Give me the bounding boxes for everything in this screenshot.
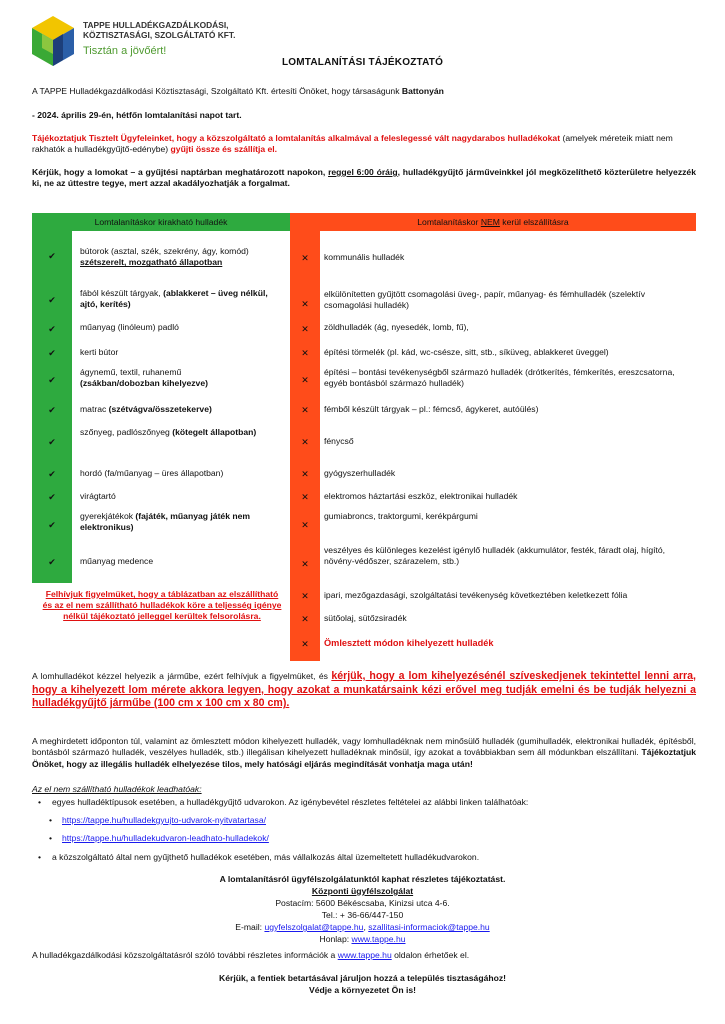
check-icon: ✔ xyxy=(48,469,56,479)
email-link-2[interactable]: szallitasi-informaciok@tappe.hu xyxy=(368,922,490,932)
check-icon: ✔ xyxy=(48,348,56,358)
not-allowed-item: veszélyes és különleges kezelést igénylő hulladék (akkumulátor, festék, fáradt olaj, hígító, növény-védőszer, szárazelem, stb.) xyxy=(324,545,666,567)
company-name: TAPPE HULLADÉKGAZDÁLKODÁSI, KÖZTISZTASÁGI, SZOLGÁLTATÓ KFT. xyxy=(83,20,236,41)
allowed-item: hordó (fa/műanyag – üres állapotban) xyxy=(80,468,224,478)
allowed-item: fából készült tárgyak, (ablakkeret – üveg nélkül, ajtó, kerítés) xyxy=(80,288,268,310)
contact-web: Honlap: www.tappe.hu xyxy=(319,934,406,944)
not-allowed-item: elektromos háztartási eszköz, elektronikai hulladék xyxy=(324,491,518,501)
x-icon: ✕ xyxy=(301,405,309,415)
contact-phone: Tel.: + 36-66/447-150 xyxy=(321,910,404,920)
allowed-item: gyerekjátékok (fajáték, műanyag játék nem elektronikus) xyxy=(80,511,251,533)
allowed-header: Lomtalanításkor kirakható hulladék xyxy=(32,213,290,231)
email-link-1[interactable]: ugyfelszolgalat@tappe.hu xyxy=(264,922,364,932)
x-icon: ✕ xyxy=(301,520,309,530)
check-icon: ✔ xyxy=(48,492,56,502)
closing-line-2: Védje a környezetet Ön is! xyxy=(309,985,416,995)
x-icon: ✕ xyxy=(301,375,309,385)
not-allowed-item: sütőolaj, sütőzsiradék xyxy=(324,613,407,623)
not-allowed-header: Lomtalanításkor NEM kerül elszállításra xyxy=(290,213,696,231)
x-icon: ✕ xyxy=(301,591,309,601)
allowed-item: bútorok (asztal, szék, szekrény, ágy, komód) szétszerelt, mozgatható állapotban xyxy=(80,246,249,268)
not-allowed-item: ipari, mezőgazdasági, szolgáltatási tevékenység következtében keletkezett fólia xyxy=(324,590,628,600)
x-icon: ✕ xyxy=(301,253,309,263)
not-allowed-item: Ömlesztett módon kihelyezett hulladék xyxy=(324,638,494,648)
check-icon: ✔ xyxy=(48,437,56,447)
check-icon: ✔ xyxy=(48,405,56,415)
x-icon: ✕ xyxy=(301,639,309,649)
check-icon: ✔ xyxy=(48,375,56,385)
slogan: Tisztán a jövőért! xyxy=(83,45,167,57)
table-note: Felhívjuk figyelmüket, hogy a táblázatban az elszállítható és az el nem szállítható hulladékok köre a teljesség igénye nélkül tájékoztató jelleggel kerültek felsorolásra. xyxy=(42,589,282,622)
not-allowed-item: építési – bontási tevékenységből származó hulladék (drótkerítés, fémkerítés, ereszcsatorna, egyéb bontásból származó hulladék) xyxy=(324,367,675,389)
not-allowed-item: gyógyszerhulladék xyxy=(324,468,396,478)
x-icon: ✕ xyxy=(301,324,309,334)
check-icon: ✔ xyxy=(48,251,56,261)
allowed-item: műanyag medence xyxy=(80,556,154,566)
check-icon: ✔ xyxy=(48,295,56,305)
not-allowed-item: elkülönítetten gyűjtött csomagolási üveg-, papír, műanyag- és fémhulladék (szelektív csomagolási hulladék) xyxy=(324,289,646,311)
x-icon: ✕ xyxy=(301,559,309,569)
not-allowed-item: gumiabroncs, traktorgumi, kerékpárgumi xyxy=(324,511,478,521)
intro-paragraph-4: Kérjük, hogy a lomokat – a gyűjtési naptárban meghatározott napokon, reggel 6:00 óráig, hulladékgyűjtő járműveinkkel jól megközelíthető közterületre helyezzék ki, ne az úttestre tegye, mert azzal akadályozhatják a forgalmat. xyxy=(32,167,696,189)
illegal-waste-paragraph: A meghirdetett időponton túl, valamint az ömlesztett módon kihelyezett hulladék, vagy lomhulladéknak nem minősülő hulladék (gumihulladék, elektronikai hulladék, építésből, bontásból származó hulladék, veszélyes hulladék, stb.) illegálisan kihelyezett hulladéknak minősül, így azokat a továbbiakban sem áll módunkban elszállítani. Tájékoztatjuk Önöket, hogy az illegális hulladék elhelyezése tilos, mely hatósági eljárás megindítását vonhatja maga után! xyxy=(32,736,696,769)
disposal-heading: Az el nem szállítható hulladékok leadhatóak: xyxy=(32,784,202,794)
document-title: LOMTALANÍTÁSI TÁJÉKOZTATÓ xyxy=(281,57,444,68)
allowed-item: virágtartó xyxy=(80,491,116,501)
website-link[interactable]: www.tappe.hu xyxy=(351,934,406,944)
list-item: • a közszolgáltató által nem gyűjthető hulladékok esetében, más vállalkozás által üzemeltetett hulladékudvarokon. xyxy=(38,852,688,863)
x-icon: ✕ xyxy=(301,469,309,479)
x-icon: ✕ xyxy=(301,299,309,309)
link-opening-hours[interactable]: • https://tappe.hu/hulladekgyujto-udvarok-nyitvatartasa/ xyxy=(62,815,266,826)
check-icon: ✔ xyxy=(48,557,56,567)
contact-email: E-mail: ugyfelszolgalat@tappe.hu, szallitasi-informaciok@tappe.hu xyxy=(235,922,490,932)
contact-office: Központi ügyfélszolgálat xyxy=(311,886,414,896)
intro-paragraph-3: Tájékoztatjuk Tisztelt Ügyfeleinket, hogy a közszolgáltató a lomtalanítás alkalmával a feleslegessé vált nagydarabos hulladékokat (amelyek méreteik miatt nem rakhatók a hulladékgyűjtő-edénybe) gyűjti össze és szállítja el. xyxy=(32,133,673,155)
contact-address: Postacím: 5600 Békéscsaba, Kinizsi utca 4-6. xyxy=(275,898,450,908)
allowed-item: matrac (szétvágva/összetekerve) xyxy=(80,404,212,414)
allowed-item: kerti bútor xyxy=(80,347,119,357)
list-item: • egyes hulladéktípusok esetében, a hulladékgyűjtő udvarokon. Az igénybevétel részletes feltételei az alábbi linken találhatóak: xyxy=(38,797,688,808)
allowed-item: műanyag (linóleum) padló xyxy=(80,322,179,332)
x-icon: ✕ xyxy=(301,492,309,502)
closing-line-1: Kérjük, a fentiek betartásával járuljon hozzá a település tisztaságához! xyxy=(218,973,507,983)
date-paragraph: - 2024. április 29-én, hétfőn lomtalanítási napot tart. xyxy=(32,110,242,120)
allowed-item: szőnyeg, padlószőnyeg (kötegelt állapotban) xyxy=(80,427,257,437)
intro-paragraph-1: A TAPPE Hulladékgazdálkodási Köztisztasági, Szolgáltató Kft. értesíti Önöket, hogy társaságunk Battonyán xyxy=(32,86,444,96)
allowed-item: ágynemű, textil, ruhanemű (zsákban/dobozban kihelyezve) xyxy=(80,367,208,389)
size-paragraph: A lomhulladékot kézzel helyezik a járműbe, ezért felhívjuk a figyelmüket, és kérjük, hogy a lom kihelyezésénél szíveskedjenek tekintettel lenni arra, hogy a kihelyezett lom mérete akkora legyen, hogy azokat a munkatársaink kézi erővel meg tudják emelni és be tudják helyezni a hulladékgyűjtő járműbe (100 cm x 100 cm x 80 cm). xyxy=(32,670,696,710)
contact-intro: A lomtalanításról ügyfélszolgálatunktól kaphat részletes tájékoztatást. xyxy=(219,874,506,884)
link-accepted-waste[interactable]: • https://tappe.hu/hulladekudvaron-leadhato-hulladekok/ xyxy=(62,833,269,844)
check-icon: ✔ xyxy=(48,520,56,530)
not-allowed-item: kommunális hulladék xyxy=(324,252,405,262)
x-icon: ✕ xyxy=(301,614,309,624)
x-icon: ✕ xyxy=(301,348,309,358)
check-icon: ✔ xyxy=(48,324,56,334)
not-allowed-item: fénycső xyxy=(324,436,354,446)
info-paragraph: A hulladékgazdálkodási közszolgáltatásról szóló további részletes információk a www.tappe.hu oldalon érhetőek el. xyxy=(32,950,470,960)
x-icon: ✕ xyxy=(301,437,309,447)
not-allowed-item: építési törmelék (pl. kád, wc-csésze, sitt, stb., síküveg, ablakkeret üveggel) xyxy=(324,347,609,357)
info-website-link[interactable]: www.tappe.hu xyxy=(337,950,392,960)
not-allowed-item: zöldhulladék (ág, nyesedék, lomb, fű), xyxy=(324,322,469,332)
waste-table xyxy=(32,213,696,663)
not-allowed-item: fémből készült tárgyak – pl.: fémcső, ágykeret, autóülés) xyxy=(324,404,539,414)
